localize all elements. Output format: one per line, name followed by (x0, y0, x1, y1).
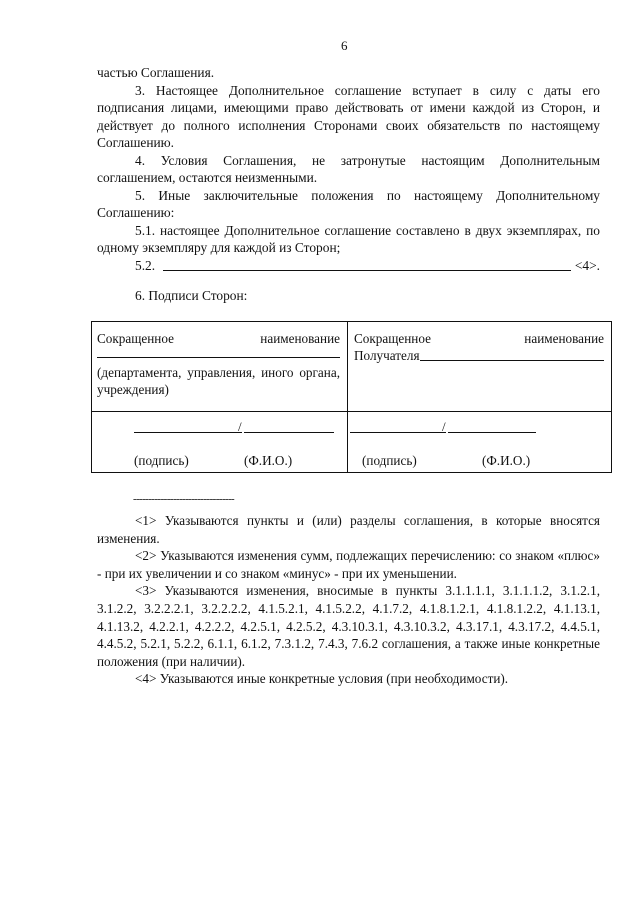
footnote-1: <1> Указываются пункты и (или) разделы соглашения, в которые вносятся изменения. (97, 513, 600, 546)
right-name-word-1: Сокращенное (354, 331, 431, 346)
footnote-2: <2> Указываются изменения сумм, подлежащих перечислению: со знаком «плюс» - при их увеличении и со знаком «минус» - при их уменьшении. (97, 548, 600, 581)
signatures-heading: 6. Подписи Сторон: (135, 288, 248, 303)
right-name-label: (Ф.И.О.) (482, 453, 531, 468)
right-signature-line (350, 432, 446, 433)
right-name-word-2: наименование (524, 331, 604, 346)
clause-5-2-number: 5.2. (135, 257, 156, 273)
clause-5-2-blank-line (163, 258, 571, 271)
left-party-name-line (97, 330, 340, 358)
left-name-word-1: Сокращенное (97, 331, 174, 346)
right-signature-row (348, 419, 611, 434)
right-signature-label: (подпись) (362, 453, 417, 468)
table-column-divider (347, 322, 348, 472)
right-recipient-blank (420, 348, 604, 361)
footnote-3: <3> Указываются изменения, вносимые в пункты 3.1.1.1.1, 3.1.1.1.2, 3.1.2.1, 3.1.2.2, 3.2.2.2.1, 3.2.2.2.2, 4.1.5.2.1, 4.1.5.2.2, 4.1.7.2, 4.1.8.1.2.1, 4.1.8.1.2.2, 4.1.13.1, 4.1.13.2, 4.2.2.1, 4.2.2.2, 4.2.5.1, 4.2.5.2, 4.3.10.3.1, 4.3.10.3.2, 4.3.17.1, 4.3.17.2, 4.4.5.1, 4.4.5.2, 5.2.1, 5.2.2, 6.1.1, 6.1.2, 7.3.1.2, 7.4.3, 7.6.2 соглашения, а также иные конкретные положения (при наличии). (97, 583, 600, 669)
right-name-line (448, 432, 536, 433)
left-signature-row (92, 419, 347, 434)
right-signature-slash: / (442, 419, 446, 434)
footnote-separator: --------------------------------- (133, 493, 235, 505)
document-body (97, 64, 600, 305)
left-name-line (244, 432, 334, 433)
left-name-label: (Ф.И.О.) (244, 453, 293, 468)
paragraph-5: 5. Иные заключительные положения по настоящему Дополнительному Соглашению: (97, 187, 600, 220)
right-party-cell (354, 330, 604, 364)
paragraph-continuation: частью Соглашения. (97, 65, 215, 80)
left-party-cell (97, 330, 340, 398)
right-recipient-label: Получателя (354, 348, 420, 363)
left-signature-label: (подпись) (134, 453, 189, 468)
footnotes (97, 512, 600, 688)
paragraph-4: 4. Условия Соглашения, не затронутые настоящим Дополнительным соглашением, остаются неизменными. (97, 152, 600, 185)
left-name-word-2: наименование (260, 331, 340, 346)
right-party-recipient-line (354, 347, 604, 364)
left-signature-line (134, 432, 242, 433)
paragraph-5-1: 5.1. настоящее Дополнительное соглашение составлено в двух экземплярах, по одному экземпляру для каждой из Сторон; (97, 222, 600, 255)
page-number: 6 (341, 38, 348, 53)
clause-5-2-note: <4>. (574, 257, 600, 273)
left-signature-slash: / (238, 419, 242, 434)
paragraph-3: 3. Настоящее Дополнительное соглашение вступает в силу с даты его подписания лицами, имеющими право действовать от имени каждой из Сторон, и действует до полного исполнения Сторонами своих обязательств по настоящему Соглашению. (97, 82, 600, 150)
table-row-divider (92, 411, 611, 412)
clause-5-2 (97, 257, 600, 275)
left-party-hint: (департамента, управления, иного органа, учреждения) (97, 365, 340, 397)
signatures-table (91, 321, 612, 473)
right-party-name-line (354, 330, 604, 347)
footnote-4: <4> Указываются иные конкретные условия (при необходимости). (135, 671, 509, 687)
